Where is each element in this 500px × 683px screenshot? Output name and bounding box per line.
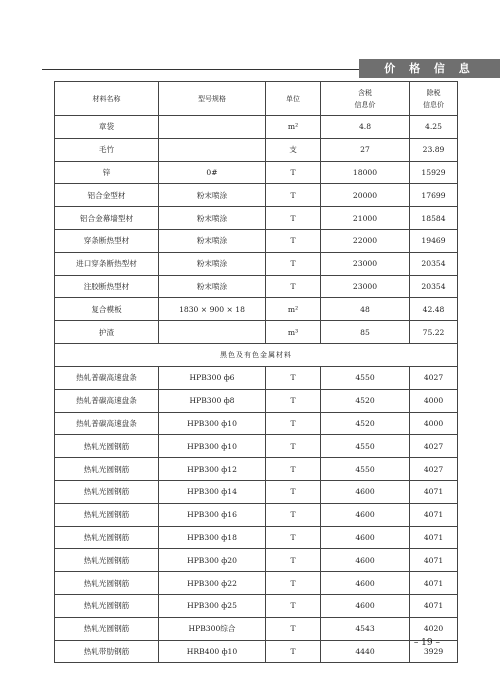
cell-price-tax-excluded: 4071 xyxy=(410,480,458,503)
header-tax-excluded-line2: 信息价 xyxy=(423,100,444,109)
cell-name: 热轧光圆钢筋 xyxy=(55,572,159,595)
page-number: – 19 – xyxy=(413,638,440,648)
cell-name: 穿条断热型材 xyxy=(55,229,159,252)
cell-price-tax-included: 4550 xyxy=(321,458,410,481)
cell-name: 进口穿条断热型材 xyxy=(55,252,159,275)
cell-price-tax-included: 4600 xyxy=(321,503,410,526)
cell-name: 热轧普碳高速盘条 xyxy=(55,366,159,389)
table-row xyxy=(55,207,458,230)
cell-name: 热轧光圆钢筋 xyxy=(55,549,159,572)
cell-name: 热轧光圆钢筋 xyxy=(55,594,159,617)
table-header-row xyxy=(55,82,458,116)
cell-price-tax-excluded: 4071 xyxy=(410,572,458,595)
table-row xyxy=(55,412,458,435)
cell-price-tax-excluded: 18584 xyxy=(410,207,458,230)
table-row xyxy=(55,184,458,207)
table-row xyxy=(55,321,458,344)
header-tax-excluded xyxy=(410,82,458,116)
table-row xyxy=(55,617,458,640)
cell-name: 护渣 xyxy=(55,321,159,344)
section-row xyxy=(55,343,458,366)
cell-price-tax-included: 48 xyxy=(321,298,410,321)
cell-price-tax-included: 27 xyxy=(321,138,410,161)
table-row xyxy=(55,389,458,412)
cell-name: 热轧普碳高速盘条 xyxy=(55,412,159,435)
cell-price-tax-excluded: 23.89 xyxy=(410,138,458,161)
cell-spec: HPB300 ф10 xyxy=(159,412,266,435)
cell-name: 热轧带肋钢筋 xyxy=(55,640,159,663)
cell-price-tax-excluded: 42.48 xyxy=(410,298,458,321)
cell-unit: m² xyxy=(266,116,321,139)
cell-spec xyxy=(159,321,266,344)
cell-spec: HPB300 ф14 xyxy=(159,480,266,503)
cell-price-tax-excluded: 20354 xyxy=(410,252,458,275)
cell-price-tax-excluded: 4071 xyxy=(410,549,458,572)
cell-unit: T xyxy=(266,526,321,549)
cell-price-tax-included: 21000 xyxy=(321,207,410,230)
cell-name: 热轧普碳高速盘条 xyxy=(55,389,159,412)
cell-spec: 粉末喷涂 xyxy=(159,184,266,207)
cell-price-tax-included: 4520 xyxy=(321,412,410,435)
cell-price-tax-included: 4440 xyxy=(321,640,410,663)
cell-unit: T xyxy=(266,503,321,526)
table-row xyxy=(55,161,458,184)
table-row xyxy=(55,275,458,298)
cell-unit: T xyxy=(266,207,321,230)
cell-unit: T xyxy=(266,389,321,412)
cell-unit: m² xyxy=(266,298,321,321)
header-tax-excluded-line1: 除税 xyxy=(426,88,441,97)
cell-unit: T xyxy=(266,640,321,663)
cell-spec: HPB300 ф6 xyxy=(159,366,266,389)
cell-unit: T xyxy=(266,252,321,275)
cell-price-tax-included: 4550 xyxy=(321,366,410,389)
cell-price-tax-included: 18000 xyxy=(321,161,410,184)
cell-name: 热轧光圆钢筋 xyxy=(55,480,159,503)
cell-name: 复合模板 xyxy=(55,298,159,321)
table-row xyxy=(55,138,458,161)
table-row xyxy=(55,526,458,549)
table-row xyxy=(55,480,458,503)
cell-unit: T xyxy=(266,549,321,572)
cell-price-tax-excluded: 4071 xyxy=(410,526,458,549)
cell-price-tax-included: 4550 xyxy=(321,435,410,458)
cell-unit: T xyxy=(266,229,321,252)
cell-spec: 粉末喷涂 xyxy=(159,229,266,252)
cell-name: 热轧光圆钢筋 xyxy=(55,458,159,481)
table-row xyxy=(55,594,458,617)
cell-spec: HPB300 ф8 xyxy=(159,389,266,412)
cell-spec: HRB400 ф10 xyxy=(159,640,266,663)
cell-price-tax-excluded: 4000 xyxy=(410,389,458,412)
section-banner: 价 格 信 息 xyxy=(359,59,500,78)
cell-spec: HPB300 ф10 xyxy=(159,435,266,458)
cell-price-tax-included: 22000 xyxy=(321,229,410,252)
cell-name: 章袋 xyxy=(55,116,159,139)
cell-unit: T xyxy=(266,366,321,389)
cell-price-tax-included: 23000 xyxy=(321,252,410,275)
cell-price-tax-included: 4600 xyxy=(321,526,410,549)
cell-spec xyxy=(159,116,266,139)
cell-name: 毛竹 xyxy=(55,138,159,161)
cell-name: 热轧光圆钢筋 xyxy=(55,435,159,458)
cell-price-tax-included: 4520 xyxy=(321,389,410,412)
cell-price-tax-excluded: 3929 xyxy=(410,640,458,663)
cell-spec: 粉末喷涂 xyxy=(159,207,266,230)
cell-price-tax-excluded: 19469 xyxy=(410,229,458,252)
table-row xyxy=(55,640,458,663)
cell-unit: T xyxy=(266,275,321,298)
cell-name: 热轧光圆钢筋 xyxy=(55,503,159,526)
cell-name: 铝合金幕墙型材 xyxy=(55,207,159,230)
cell-unit: T xyxy=(266,184,321,207)
cell-spec xyxy=(159,138,266,161)
cell-name: 铝合金型材 xyxy=(55,184,159,207)
cell-price-tax-included: 4543 xyxy=(321,617,410,640)
cell-unit: T xyxy=(266,412,321,435)
cell-price-tax-excluded: 20354 xyxy=(410,275,458,298)
cell-price-tax-included: 23000 xyxy=(321,275,410,298)
table-row xyxy=(55,229,458,252)
cell-unit: T xyxy=(266,594,321,617)
table-body-materials xyxy=(55,116,458,344)
cell-price-tax-included: 4.8 xyxy=(321,116,410,139)
cell-price-tax-excluded: 4000 xyxy=(410,412,458,435)
cell-price-tax-included: 4600 xyxy=(321,572,410,595)
cell-spec: HPB300 ф22 xyxy=(159,572,266,595)
header-tax-included-line1: 含税 xyxy=(358,88,372,97)
table-row xyxy=(55,435,458,458)
cell-unit: T xyxy=(266,458,321,481)
cell-spec: 粉末喷涂 xyxy=(159,252,266,275)
cell-name: 热轧光圆钢筋 xyxy=(55,617,159,640)
cell-price-tax-excluded: 4071 xyxy=(410,594,458,617)
table-row xyxy=(55,572,458,595)
cell-unit: m³ xyxy=(266,321,321,344)
cell-price-tax-excluded: 4027 xyxy=(410,366,458,389)
cell-price-tax-excluded: 75.22 xyxy=(410,321,458,344)
price-table xyxy=(54,81,458,663)
table-row xyxy=(55,458,458,481)
cell-unit: T xyxy=(266,435,321,458)
cell-unit: T xyxy=(266,572,321,595)
cell-name: 锌 xyxy=(55,161,159,184)
cell-price-tax-excluded: 15929 xyxy=(410,161,458,184)
cell-spec: HPB300 ф16 xyxy=(159,503,266,526)
table-row xyxy=(55,549,458,572)
cell-name: 热轧光圆钢筋 xyxy=(55,526,159,549)
table-section xyxy=(55,343,458,366)
cell-spec: HPB300综合 xyxy=(159,617,266,640)
cell-spec: HPB300 ф20 xyxy=(159,549,266,572)
cell-spec: 粉末喷涂 xyxy=(159,275,266,298)
header-tax-included-line2: 信息价 xyxy=(354,100,376,109)
cell-price-tax-excluded: 4020 xyxy=(410,617,458,640)
section-title: 黑色及有色金属材料 xyxy=(55,343,458,366)
cell-price-tax-included: 4600 xyxy=(321,549,410,572)
cell-spec: 1830 × 900 × 18 xyxy=(159,298,266,321)
cell-unit: T xyxy=(266,617,321,640)
cell-name: 注胶断热型材 xyxy=(55,275,159,298)
cell-spec: HPB300 ф25 xyxy=(159,594,266,617)
cell-price-tax-included: 4600 xyxy=(321,480,410,503)
header-spec: 型号规格 xyxy=(159,82,266,116)
cell-price-tax-excluded: 4071 xyxy=(410,503,458,526)
cell-unit: T xyxy=(266,480,321,503)
cell-price-tax-included: 85 xyxy=(321,321,410,344)
table-row xyxy=(55,503,458,526)
cell-spec: 0# xyxy=(159,161,266,184)
table-row xyxy=(55,366,458,389)
cell-price-tax-included: 20000 xyxy=(321,184,410,207)
cell-price-tax-excluded: 4.25 xyxy=(410,116,458,139)
header-unit: 单位 xyxy=(266,82,321,116)
table-row xyxy=(55,252,458,275)
table-row xyxy=(55,116,458,139)
cell-price-tax-excluded: 17699 xyxy=(410,184,458,207)
cell-spec: HPB300 ф18 xyxy=(159,526,266,549)
cell-price-tax-excluded: 4027 xyxy=(410,458,458,481)
cell-price-tax-excluded: 4027 xyxy=(410,435,458,458)
header-tax-included xyxy=(321,82,410,116)
table-row xyxy=(55,298,458,321)
cell-spec: HPB300 ф12 xyxy=(159,458,266,481)
cell-unit: T xyxy=(266,161,321,184)
table-body-metals xyxy=(55,366,458,662)
cell-unit: 支 xyxy=(266,138,321,161)
cell-price-tax-included: 4600 xyxy=(321,594,410,617)
header-name: 材料名称 xyxy=(55,82,159,116)
